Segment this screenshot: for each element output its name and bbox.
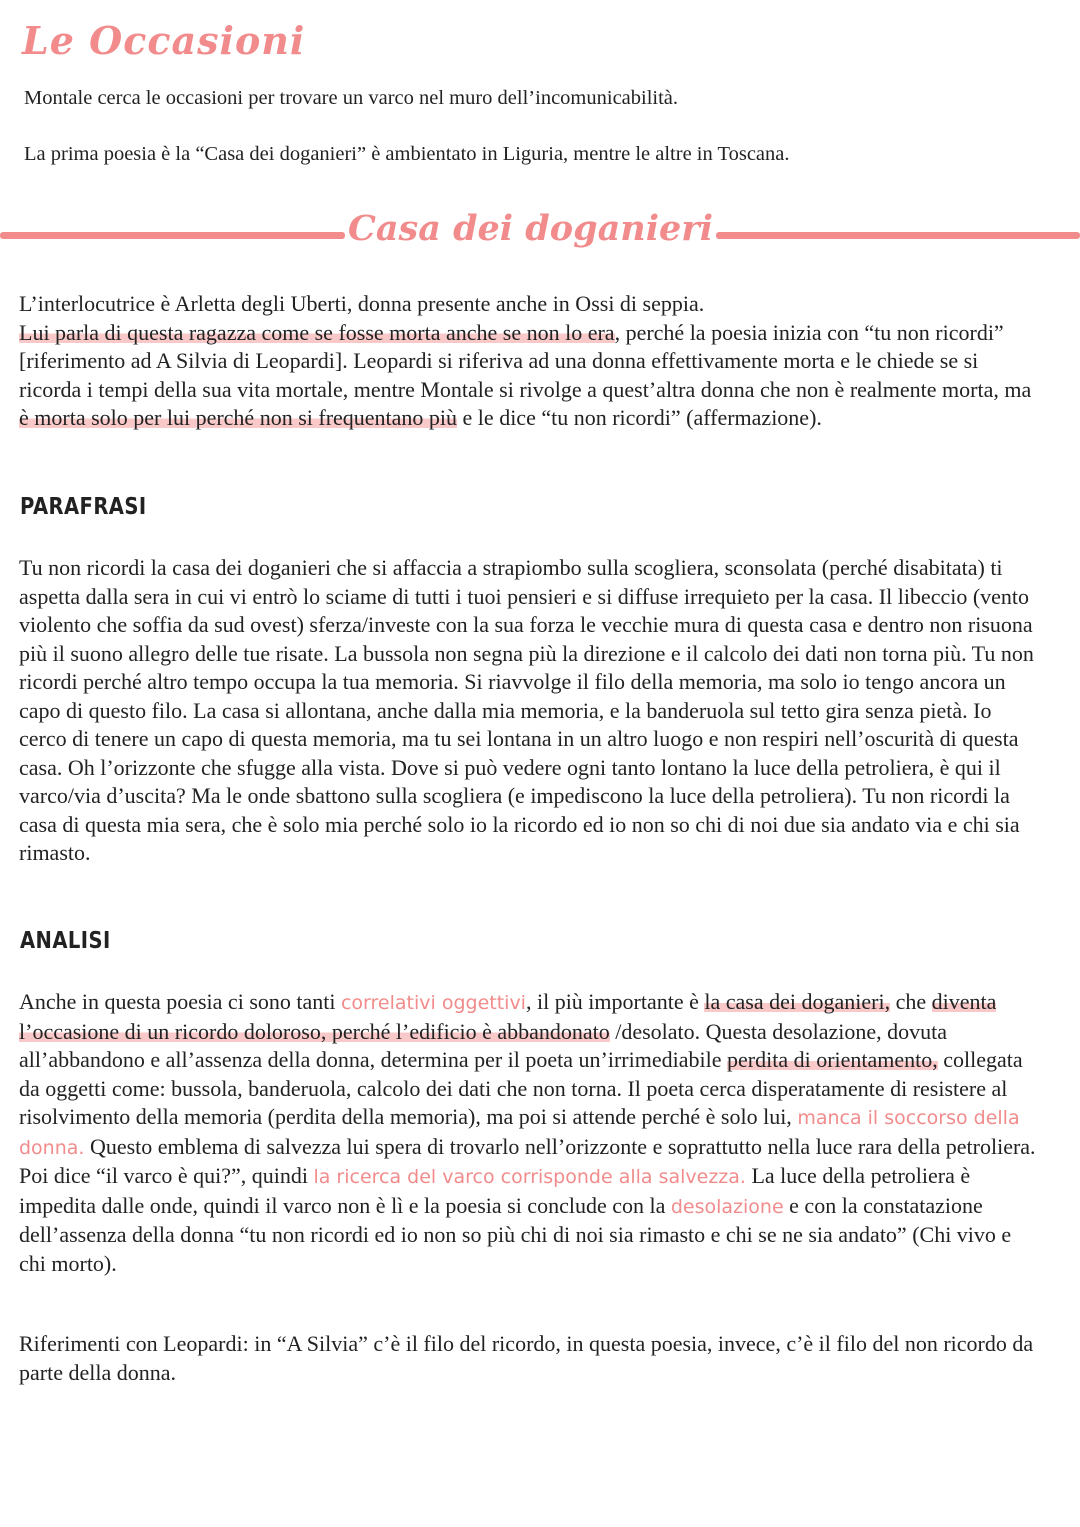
intro-line-2: La prima poesia è la “Casa dei doganieri” è ambientato in Liguria, mentre le altre in Toscana. xyxy=(24,143,790,165)
p1-text: L’interlocutrice è Arletta degli Uberti, donna presente anche in Ossi di seppia. xyxy=(19,291,705,316)
section-title: Casa dei doganieri xyxy=(347,208,714,249)
p1-text: e le dice “tu non ricordi” (affermazione). xyxy=(457,405,822,430)
analisi-text: che xyxy=(890,989,932,1014)
parafrasi-heading: PARAFRASI xyxy=(20,494,147,520)
intro-line-1: Montale cerca le occasioni per trovare un varco nel muro dell’incomunicabilità. xyxy=(24,87,679,109)
analisi-text: /desolato. Questa desolazione, dovuta all’abbandono e all’assenza della donna, determina per il poeta un’irrimediabile xyxy=(19,1018,947,1072)
analisi-paragraph xyxy=(19,988,1039,1278)
highlight: Lui parla di questa ragazza come se fosse morta anche se non lo era xyxy=(19,319,615,345)
section-divider xyxy=(0,208,1080,258)
riferimenti-paragraph: Riferimenti con Leopardi: in “A Silvia” c’è il filo del ricordo, in questa poesia, invece, c’è il filo del non ricordo da parte della donna. xyxy=(19,1331,1034,1385)
pink-keyword: manca il soccorso della donna. xyxy=(19,1107,1020,1159)
highlight: perdita di orientamento, xyxy=(727,1047,938,1072)
divider-line-right xyxy=(716,232,1080,239)
analisi-text: collegata da oggetti come: bussola, banderuola, calcolo dei dati che non torna. Il poeta cerca disperatamente di resistere al risolvimento della memoria (perdita della memoria), ma poi si attende perché è solo lui, xyxy=(19,1047,1023,1129)
parafrasi-paragraph: Tu non ricordi la casa dei doganieri che si affaccia a strapiombo sulla scogliera, sconsolata (perché disabitata) ti aspetta dalla sera in cui vi entrò lo sciame di tutti i tuoi pensieri e si diffuse irrequieto per la casa. Il libeccio (vento violento che soffia da sud ovest) sferza/investe con la sua forza le vecchie mura di questa casa e dentro non risuona più il suono allegro delle tue risate. La bussola non segna più la direzione e il calcolo dei dati non torna più. Tu non ricordi perché altro tempo occupa la tua memoria. Si riavvolge il filo della memoria, ma solo io tengo ancora un capo di questo filo. La casa si allontana, anche dalla mia memoria, e la banderuola sul tetto gira senza pietà. Io cerco di tenere un capo di questa memoria, ma tu sei lontana in un altro luogo e non respiri nell’oscurità di questa casa. Oh l’orizzonte che sfugge alla vista. Dove si può vedere ogni tanto lontano la luce della petroliera, è qui il varco/via d’uscita? Ma le onde sbattono sulla scogliera (e impediscono la luce della petroliera). Tu non ricordi la casa di questa mia sera, che è solo mia perché solo io la ricordo ed io non so chi di noi due sia andato via e chi sia rimasto. xyxy=(19,555,1034,865)
analisi-text: Anche in questa poesia ci sono tanti xyxy=(19,989,341,1014)
divider-line-left xyxy=(0,232,345,239)
intro-paragraph xyxy=(19,290,1039,433)
analisi-text: La luce della petroliera è impedita dalle onde, quindi il varco non è lì e la poesia si conclude con la xyxy=(19,1163,971,1218)
highlight: è morta solo per lui perché non si frequentano più xyxy=(19,405,458,430)
page-title: Le Occasioni xyxy=(22,18,306,63)
analisi-text: Questo emblema di salvezza lui spera di trovarlo nell’orizzonte e soprattutto nella luce rara della petroliera. Poi dice “il varco è qui?”, quindi xyxy=(19,1133,1036,1188)
pink-keyword: correlativi oggettivi xyxy=(340,992,526,1014)
highlight: la casa dei doganieri, xyxy=(704,989,891,1014)
analisi-text: e con la constatazione dell’assenza della donna “tu non ricordi ed io non so più chi di noi sia rimasto e chi se ne sia andato” (Chi vivo e chi morto). xyxy=(19,1192,1012,1276)
highlight: diventa l’occasione di un ricordo doloroso, perché l’edificio è abbandonato xyxy=(19,989,997,1044)
analisi-text: , il più importante è xyxy=(525,989,705,1014)
pink-keyword: la ricerca del varco corrisponde alla salvezza. xyxy=(313,1166,746,1188)
p1-text: , perché la poesia inizia con “tu non ricordi” [riferimento ad A Silvia di Leopardi]. Leopardi si riferiva ad una donna effettivamente morta e le chiede se si ricorda i tempi della sua vita mortale, mentre Montale si rivolge a quest’altra donna che non è realmente morta, ma xyxy=(19,319,1032,402)
analisi-heading: ANALISI xyxy=(20,928,111,954)
pink-keyword: desolazione xyxy=(670,1195,784,1218)
